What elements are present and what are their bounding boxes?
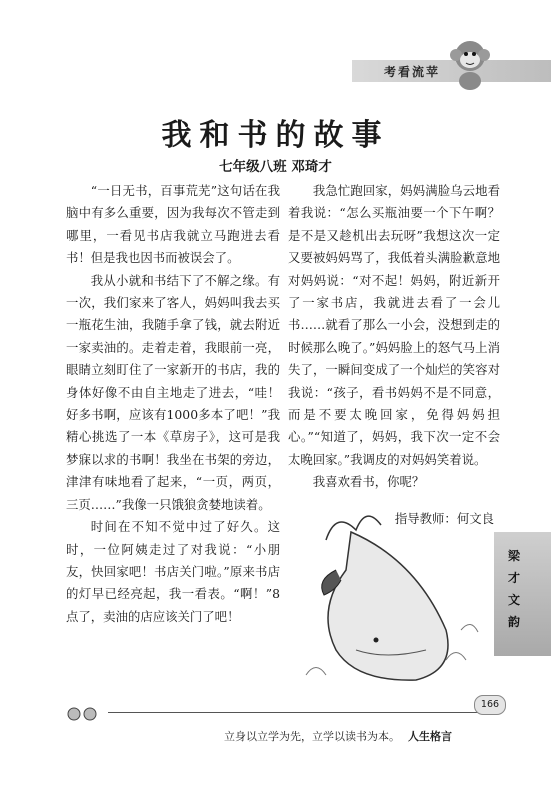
monkey-mascot-icon bbox=[445, 36, 495, 92]
paragraph: 时间在不知不觉中过了好久。这时，一位阿姨走过了对我说：“小朋友，快回家吧！书店关门啦。”原来书店的灯早已经亮起，我一看表。“啊！”8点了，卖油的店应该关门了吧！ bbox=[66, 519, 280, 624]
paragraph: 我喜欢看书，你呢？ bbox=[312, 474, 425, 490]
side-tab-char: 韵 bbox=[507, 615, 520, 629]
paragraph: “一日无书，百事荒芜”这句话在我脑中有多么重要，因为我每次不管走到哪里，一看见书店我就立马跑进去看书！但是我也因书而被误会了。 bbox=[66, 183, 280, 266]
article-title: 我和书的故事 bbox=[161, 118, 390, 153]
side-tab-label bbox=[502, 545, 526, 633]
left-column bbox=[66, 180, 280, 628]
footer-quote bbox=[224, 728, 452, 744]
footer-ornament-icon bbox=[66, 706, 106, 722]
right-column bbox=[288, 180, 500, 530]
column-label: 考看流苹 bbox=[384, 65, 441, 79]
paragraph: 我从小就和书结下了不解之缘。有一次，我们家来了客人，妈妈叫我去买一瓶花生油，我随手拿了钱，就去附近一家卖油的。走着走着，我眼前一亮，眼睛立刻盯住了一家新开的书店，我的身体好像不由自主地走了进去，“哇！好多书啊，应该有1000多本了吧！”我精心挑选了一本《草房子》，这可是我梦寐以求的书啊！我坐在书架的旁边，津津有味地看了起来，“一页，两页，三页……”我像一只饿狼贪婪地读着。 bbox=[66, 272, 280, 512]
motto-text: 立身以立学为先，立学以读书为本。 bbox=[224, 730, 400, 743]
motto-label: 人生格言 bbox=[408, 730, 452, 743]
page-number: 166 bbox=[474, 695, 506, 715]
paragraph-continued: 我急忙跑回家，妈妈满脸乌云地看着我说：“怎么买瓶油要一个下午啊？是不是又趁机出去玩呀”我想这次一定又要被妈妈骂了，我低着头满脸歉意地对妈妈说：“对不起！妈妈，附近新开了一家书店，我就进去看了一会儿书……就看了那么一小会，没想到走的时候那么晚了。”妈妈脸上的怒气马上消失了，一瞬间变成了一个灿烂的笑容对我说：“孩子，看书妈妈不是不同意，而是不要太晚回家，免得妈妈担心。”“知道了，妈妈，我下次一定不会太晚回家。”我调皮的对妈妈笑着说。 bbox=[288, 183, 500, 467]
side-tab-char: 梁 bbox=[507, 549, 520, 563]
footer-rule bbox=[108, 712, 488, 713]
whale-illustration bbox=[296, 500, 486, 690]
side-tab-char: 才 bbox=[507, 571, 520, 585]
article-author: 七年级八班 邓琦才 bbox=[219, 159, 332, 175]
teacher-signature: 指导教师：何文良 bbox=[394, 510, 494, 526]
side-tab-char: 文 bbox=[507, 593, 520, 607]
